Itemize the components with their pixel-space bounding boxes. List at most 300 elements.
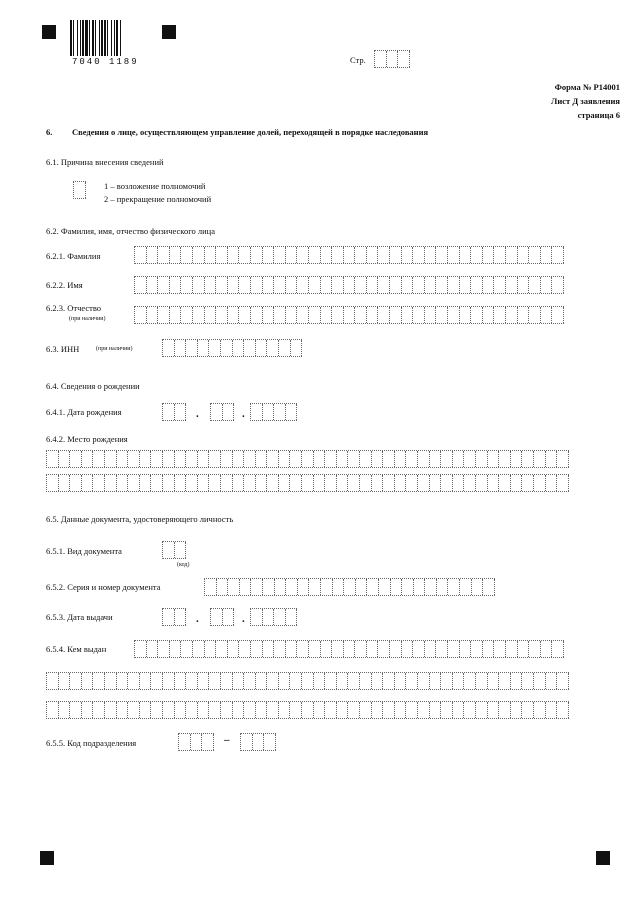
character-cell[interactable] xyxy=(251,307,263,323)
character-cell[interactable] xyxy=(286,579,298,595)
character-cell[interactable] xyxy=(128,702,140,718)
character-cell[interactable] xyxy=(274,277,286,293)
character-cell[interactable] xyxy=(175,542,187,558)
character-cell[interactable] xyxy=(158,247,170,263)
character-cell[interactable] xyxy=(309,247,321,263)
character-cell[interactable] xyxy=(372,673,384,689)
character-cell[interactable] xyxy=(471,247,483,263)
character-cell[interactable] xyxy=(436,307,448,323)
character-cell[interactable] xyxy=(413,641,425,657)
character-cell[interactable] xyxy=(460,579,472,595)
character-cell[interactable] xyxy=(552,307,564,323)
character-cell[interactable] xyxy=(241,734,253,750)
character-cell[interactable] xyxy=(240,579,252,595)
character-cell[interactable] xyxy=(337,451,349,467)
character-cell[interactable] xyxy=(279,340,291,356)
character-cell[interactable] xyxy=(117,475,129,491)
patronymic-field[interactable] xyxy=(134,306,564,324)
character-cell[interactable] xyxy=(274,609,286,625)
character-cell[interactable] xyxy=(379,579,391,595)
character-cell[interactable] xyxy=(233,475,245,491)
character-cell[interactable] xyxy=(175,673,187,689)
character-cell[interactable] xyxy=(290,702,302,718)
character-cell[interactable] xyxy=(151,673,163,689)
character-cell[interactable] xyxy=(344,641,356,657)
character-cell[interactable] xyxy=(135,641,147,657)
character-cell[interactable] xyxy=(332,247,344,263)
character-cell[interactable] xyxy=(325,702,337,718)
birth-month-field[interactable] xyxy=(210,403,234,421)
character-cell[interactable] xyxy=(135,277,147,293)
character-cell[interactable] xyxy=(391,579,403,595)
character-cell[interactable] xyxy=(483,247,495,263)
character-cell[interactable] xyxy=(332,307,344,323)
character-cell[interactable] xyxy=(402,307,414,323)
character-cell[interactable] xyxy=(105,451,117,467)
character-cell[interactable] xyxy=(314,673,326,689)
character-cell[interactable] xyxy=(522,475,534,491)
character-cell[interactable] xyxy=(221,451,233,467)
character-cell[interactable] xyxy=(175,451,187,467)
character-cell[interactable] xyxy=(186,451,198,467)
character-cell[interactable] xyxy=(494,641,506,657)
character-cell[interactable] xyxy=(279,673,291,689)
character-cell[interactable] xyxy=(425,641,437,657)
character-cell[interactable] xyxy=(471,307,483,323)
character-cell[interactable] xyxy=(395,702,407,718)
character-cell[interactable] xyxy=(348,702,360,718)
character-cell[interactable] xyxy=(186,475,198,491)
character-cell[interactable] xyxy=(279,475,291,491)
character-cell[interactable] xyxy=(297,307,309,323)
character-cell[interactable] xyxy=(344,277,356,293)
character-cell[interactable] xyxy=(337,475,349,491)
character-cell[interactable] xyxy=(506,277,518,293)
character-cell[interactable] xyxy=(181,247,193,263)
character-cell[interactable] xyxy=(170,307,182,323)
character-cell[interactable] xyxy=(378,277,390,293)
character-cell[interactable] xyxy=(279,702,291,718)
character-cell[interactable] xyxy=(244,340,256,356)
character-cell[interactable] xyxy=(541,307,553,323)
character-cell[interactable] xyxy=(209,475,221,491)
character-cell[interactable] xyxy=(205,641,217,657)
character-cell[interactable] xyxy=(228,307,240,323)
character-cell[interactable] xyxy=(518,307,530,323)
character-cell[interactable] xyxy=(198,340,210,356)
character-cell[interactable] xyxy=(163,475,175,491)
character-cell[interactable] xyxy=(59,475,71,491)
character-cell[interactable] xyxy=(186,673,198,689)
character-cell[interactable] xyxy=(413,277,425,293)
character-cell[interactable] xyxy=(267,340,279,356)
character-cell[interactable] xyxy=(239,277,251,293)
character-cell[interactable] xyxy=(483,277,495,293)
character-cell[interactable] xyxy=(348,673,360,689)
character-cell[interactable] xyxy=(263,609,275,625)
character-cell[interactable] xyxy=(70,451,82,467)
character-cell[interactable] xyxy=(522,673,534,689)
character-cell[interactable] xyxy=(395,673,407,689)
character-cell[interactable] xyxy=(355,307,367,323)
character-cell[interactable] xyxy=(274,247,286,263)
character-cell[interactable] xyxy=(244,702,256,718)
character-cell[interactable] xyxy=(223,609,235,625)
character-cell[interactable] xyxy=(453,702,465,718)
character-cell[interactable] xyxy=(383,702,395,718)
character-cell[interactable] xyxy=(552,247,564,263)
character-cell[interactable] xyxy=(441,702,453,718)
character-cell[interactable] xyxy=(344,307,356,323)
character-cell[interactable] xyxy=(529,307,541,323)
character-cell[interactable] xyxy=(193,307,205,323)
character-cell[interactable] xyxy=(151,475,163,491)
character-cell[interactable] xyxy=(228,247,240,263)
character-cell[interactable] xyxy=(186,702,198,718)
character-cell[interactable] xyxy=(70,475,82,491)
character-cell[interactable] xyxy=(205,579,217,595)
character-cell[interactable] xyxy=(140,451,152,467)
character-cell[interactable] xyxy=(135,307,147,323)
character-cell[interactable] xyxy=(309,277,321,293)
character-cell[interactable] xyxy=(105,673,117,689)
character-cell[interactable] xyxy=(483,641,495,657)
character-cell[interactable] xyxy=(216,641,228,657)
character-cell[interactable] xyxy=(356,579,368,595)
character-cell[interactable] xyxy=(251,277,263,293)
character-cell[interactable] xyxy=(414,579,426,595)
character-cell[interactable] xyxy=(476,673,488,689)
character-cell[interactable] xyxy=(375,51,387,67)
character-cell[interactable] xyxy=(209,673,221,689)
character-cell[interactable] xyxy=(325,673,337,689)
character-cell[interactable] xyxy=(163,340,175,356)
character-cell[interactable] xyxy=(406,702,418,718)
character-cell[interactable] xyxy=(244,673,256,689)
issued-by-field-line-1[interactable] xyxy=(134,640,564,658)
character-cell[interactable] xyxy=(158,307,170,323)
character-cell[interactable] xyxy=(209,451,221,467)
character-cell[interactable] xyxy=(274,641,286,657)
character-cell[interactable] xyxy=(436,247,448,263)
character-cell[interactable] xyxy=(256,702,268,718)
character-cell[interactable] xyxy=(263,277,275,293)
name-field[interactable] xyxy=(134,276,564,294)
character-cell[interactable] xyxy=(518,277,530,293)
character-cell[interactable] xyxy=(367,307,379,323)
character-cell[interactable] xyxy=(464,702,476,718)
character-cell[interactable] xyxy=(263,579,275,595)
character-cell[interactable] xyxy=(511,702,523,718)
character-cell[interactable] xyxy=(383,451,395,467)
character-cell[interactable] xyxy=(367,579,379,595)
character-cell[interactable] xyxy=(402,641,414,657)
character-cell[interactable] xyxy=(460,277,472,293)
character-cell[interactable] xyxy=(453,451,465,467)
character-cell[interactable] xyxy=(418,475,430,491)
character-cell[interactable] xyxy=(181,277,193,293)
character-cell[interactable] xyxy=(309,307,321,323)
character-cell[interactable] xyxy=(179,734,191,750)
character-cell[interactable] xyxy=(448,307,460,323)
character-cell[interactable] xyxy=(441,451,453,467)
character-cell[interactable] xyxy=(211,609,223,625)
character-cell[interactable] xyxy=(406,451,418,467)
character-cell[interactable] xyxy=(70,673,82,689)
character-cell[interactable] xyxy=(193,277,205,293)
character-cell[interactable] xyxy=(522,702,534,718)
character-cell[interactable] xyxy=(383,673,395,689)
character-cell[interactable] xyxy=(256,673,268,689)
character-cell[interactable] xyxy=(93,451,105,467)
character-cell[interactable] xyxy=(372,451,384,467)
character-cell[interactable] xyxy=(274,404,286,420)
character-cell[interactable] xyxy=(390,307,402,323)
character-cell[interactable] xyxy=(264,734,276,750)
doc-type-field[interactable] xyxy=(162,541,186,559)
character-cell[interactable] xyxy=(511,451,523,467)
character-cell[interactable] xyxy=(494,277,506,293)
character-cell[interactable] xyxy=(441,475,453,491)
character-cell[interactable] xyxy=(546,702,558,718)
character-cell[interactable] xyxy=(355,247,367,263)
character-cell[interactable] xyxy=(267,702,279,718)
character-cell[interactable] xyxy=(291,340,303,356)
character-cell[interactable] xyxy=(355,641,367,657)
character-cell[interactable] xyxy=(325,451,337,467)
character-cell[interactable] xyxy=(522,451,534,467)
character-cell[interactable] xyxy=(552,641,564,657)
character-cell[interactable] xyxy=(47,673,59,689)
birth-place-field-line-2[interactable] xyxy=(46,474,569,492)
character-cell[interactable] xyxy=(170,641,182,657)
character-cell[interactable] xyxy=(128,673,140,689)
character-cell[interactable] xyxy=(541,641,553,657)
character-cell[interactable] xyxy=(297,247,309,263)
character-cell[interactable] xyxy=(128,451,140,467)
character-cell[interactable] xyxy=(267,451,279,467)
character-cell[interactable] xyxy=(348,475,360,491)
character-cell[interactable] xyxy=(163,702,175,718)
character-cell[interactable] xyxy=(223,404,235,420)
character-cell[interactable] xyxy=(286,247,298,263)
character-cell[interactable] xyxy=(488,702,500,718)
character-cell[interactable] xyxy=(47,475,59,491)
character-cell[interactable] xyxy=(430,475,442,491)
character-cell[interactable] xyxy=(395,475,407,491)
character-cell[interactable] xyxy=(193,247,205,263)
character-cell[interactable] xyxy=(506,247,518,263)
character-cell[interactable] xyxy=(321,307,333,323)
character-cell[interactable] xyxy=(378,307,390,323)
character-cell[interactable] xyxy=(546,673,558,689)
character-cell[interactable] xyxy=(286,277,298,293)
character-cell[interactable] xyxy=(534,475,546,491)
character-cell[interactable] xyxy=(198,673,210,689)
character-cell[interactable] xyxy=(360,673,372,689)
issue-year-field[interactable] xyxy=(250,608,297,626)
character-cell[interactable] xyxy=(302,451,314,467)
character-cell[interactable] xyxy=(202,734,214,750)
character-cell[interactable] xyxy=(425,579,437,595)
character-cell[interactable] xyxy=(82,702,94,718)
character-cell[interactable] xyxy=(198,702,210,718)
character-cell[interactable] xyxy=(309,641,321,657)
character-cell[interactable] xyxy=(198,451,210,467)
character-cell[interactable] xyxy=(390,641,402,657)
character-cell[interactable] xyxy=(105,702,117,718)
character-cell[interactable] xyxy=(239,641,251,657)
character-cell[interactable] xyxy=(383,475,395,491)
character-cell[interactable] xyxy=(251,247,263,263)
character-cell[interactable] xyxy=(430,673,442,689)
character-cell[interactable] xyxy=(267,475,279,491)
birth-day-field[interactable] xyxy=(162,403,186,421)
character-cell[interactable] xyxy=(209,340,221,356)
character-cell[interactable] xyxy=(198,475,210,491)
character-cell[interactable] xyxy=(448,641,460,657)
surname-field[interactable] xyxy=(134,246,564,264)
character-cell[interactable] xyxy=(314,475,326,491)
character-cell[interactable] xyxy=(151,702,163,718)
character-cell[interactable] xyxy=(140,702,152,718)
character-cell[interactable] xyxy=(333,579,345,595)
character-cell[interactable] xyxy=(263,404,275,420)
character-cell[interactable] xyxy=(534,673,546,689)
character-cell[interactable] xyxy=(367,247,379,263)
character-cell[interactable] xyxy=(163,609,175,625)
character-cell[interactable] xyxy=(337,702,349,718)
character-cell[interactable] xyxy=(360,475,372,491)
character-cell[interactable] xyxy=(314,451,326,467)
character-cell[interactable] xyxy=(128,475,140,491)
character-cell[interactable] xyxy=(390,277,402,293)
issued-by-field-line-2[interactable] xyxy=(46,672,569,690)
character-cell[interactable] xyxy=(332,277,344,293)
character-cell[interactable] xyxy=(239,307,251,323)
character-cell[interactable] xyxy=(483,579,495,595)
character-cell[interactable] xyxy=(181,641,193,657)
character-cell[interactable] xyxy=(216,277,228,293)
character-cell[interactable] xyxy=(256,340,268,356)
character-cell[interactable] xyxy=(117,451,129,467)
character-cell[interactable] xyxy=(228,277,240,293)
character-cell[interactable] xyxy=(430,451,442,467)
character-cell[interactable] xyxy=(221,702,233,718)
character-cell[interactable] xyxy=(506,641,518,657)
character-cell[interactable] xyxy=(186,340,198,356)
character-cell[interactable] xyxy=(205,247,217,263)
character-cell[interactable] xyxy=(476,475,488,491)
character-cell[interactable] xyxy=(494,307,506,323)
character-cell[interactable] xyxy=(256,475,268,491)
character-cell[interactable] xyxy=(170,277,182,293)
character-cell[interactable] xyxy=(518,247,530,263)
character-cell[interactable] xyxy=(372,702,384,718)
character-cell[interactable] xyxy=(460,307,472,323)
character-cell[interactable] xyxy=(483,307,495,323)
character-cell[interactable] xyxy=(387,51,399,67)
character-cell[interactable] xyxy=(151,451,163,467)
character-cell[interactable] xyxy=(506,307,518,323)
character-cell[interactable] xyxy=(290,475,302,491)
character-cell[interactable] xyxy=(418,451,430,467)
character-cell[interactable] xyxy=(464,451,476,467)
character-cell[interactable] xyxy=(286,404,298,420)
character-cell[interactable] xyxy=(302,673,314,689)
character-cell[interactable] xyxy=(511,475,523,491)
character-cell[interactable] xyxy=(233,673,245,689)
issue-day-field[interactable] xyxy=(162,608,186,626)
character-cell[interactable] xyxy=(557,475,569,491)
character-cell[interactable] xyxy=(529,247,541,263)
character-cell[interactable] xyxy=(499,702,511,718)
character-cell[interactable] xyxy=(418,702,430,718)
character-cell[interactable] xyxy=(499,475,511,491)
character-cell[interactable] xyxy=(82,673,94,689)
character-cell[interactable] xyxy=(355,277,367,293)
character-cell[interactable] xyxy=(337,673,349,689)
character-cell[interactable] xyxy=(251,404,263,420)
character-cell[interactable] xyxy=(290,451,302,467)
character-cell[interactable] xyxy=(321,247,333,263)
character-cell[interactable] xyxy=(228,641,240,657)
character-cell[interactable] xyxy=(251,609,263,625)
inn-field[interactable] xyxy=(162,339,302,357)
character-cell[interactable] xyxy=(175,475,187,491)
issue-month-field[interactable] xyxy=(210,608,234,626)
character-cell[interactable] xyxy=(425,307,437,323)
character-cell[interactable] xyxy=(436,277,448,293)
character-cell[interactable] xyxy=(321,579,333,595)
character-cell[interactable] xyxy=(170,247,182,263)
character-cell[interactable] xyxy=(541,277,553,293)
character-cell[interactable] xyxy=(267,673,279,689)
character-cell[interactable] xyxy=(437,579,449,595)
character-cell[interactable] xyxy=(448,247,460,263)
character-cell[interactable] xyxy=(367,641,379,657)
character-cell[interactable] xyxy=(117,673,129,689)
character-cell[interactable] xyxy=(253,734,265,750)
character-cell[interactable] xyxy=(302,702,314,718)
character-cell[interactable] xyxy=(181,307,193,323)
character-cell[interactable] xyxy=(140,475,152,491)
character-cell[interactable] xyxy=(244,451,256,467)
character-cell[interactable] xyxy=(263,641,275,657)
character-cell[interactable] xyxy=(557,673,569,689)
character-cell[interactable] xyxy=(494,247,506,263)
character-cell[interactable] xyxy=(546,475,558,491)
issued-by-field-line-3[interactable] xyxy=(46,701,569,719)
character-cell[interactable] xyxy=(476,702,488,718)
division-code-part-2-field[interactable] xyxy=(240,733,276,751)
character-cell[interactable] xyxy=(557,702,569,718)
character-cell[interactable] xyxy=(448,277,460,293)
character-cell[interactable] xyxy=(390,247,402,263)
character-cell[interactable] xyxy=(221,340,233,356)
character-cell[interactable] xyxy=(325,475,337,491)
character-cell[interactable] xyxy=(460,247,472,263)
character-cell[interactable] xyxy=(430,702,442,718)
character-cell[interactable] xyxy=(244,475,256,491)
character-cell[interactable] xyxy=(499,451,511,467)
character-cell[interactable] xyxy=(59,451,71,467)
character-cell[interactable] xyxy=(413,307,425,323)
character-cell[interactable] xyxy=(274,307,286,323)
character-cell[interactable] xyxy=(453,673,465,689)
character-cell[interactable] xyxy=(298,579,310,595)
character-cell[interactable] xyxy=(425,277,437,293)
